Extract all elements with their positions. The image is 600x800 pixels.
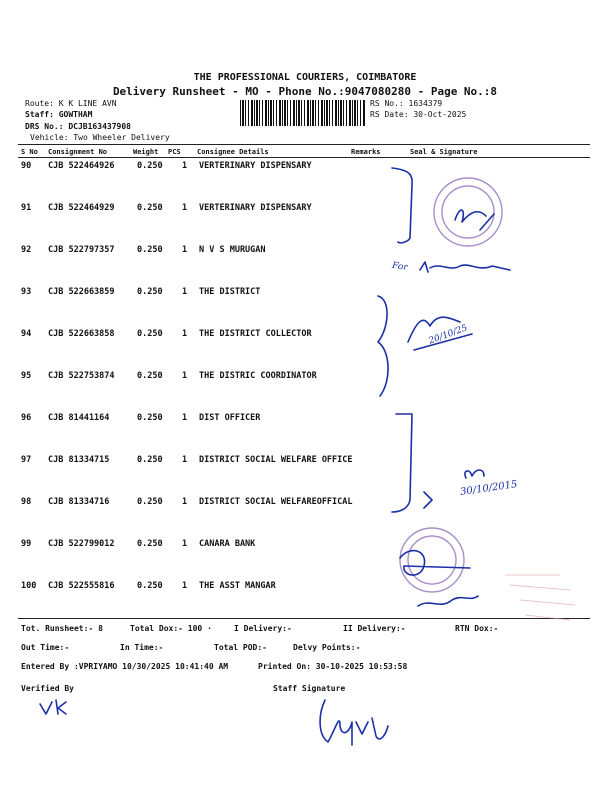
row-consignee: DISTRICT SOCIAL WELFAREOFFICAL <box>199 497 353 507</box>
signature-mark <box>418 596 478 606</box>
row-consignee: N V S MURUGAN <box>199 245 266 255</box>
row-sno: 93 <box>21 287 32 297</box>
row-consignee: CANARA BANK <box>199 539 256 549</box>
i-delivery: I Delivery:- <box>234 624 292 633</box>
row-sno: 98 <box>21 497 32 507</box>
row-consignee: THE DISTRICT <box>199 287 261 297</box>
vehicle-label: Vehicle: Two Wheeler Delivery <box>30 133 170 142</box>
col-pcs: PCS <box>168 148 181 156</box>
delvy-points: Delvy Points:- <box>293 643 361 652</box>
row-sno: 97 <box>21 455 32 465</box>
verified-by-label: Verified By <box>21 684 74 693</box>
row-pcs: 1 <box>182 413 188 423</box>
handwritten-note: For <box>391 260 409 274</box>
runsheet-subtitle: Delivery Runsheet - MO - Phone No.:9047080280 - Page No.:8 <box>112 85 498 98</box>
row-sno: 95 <box>21 371 32 381</box>
faint-stamp-text <box>505 575 575 620</box>
row-pcs: 1 <box>182 371 188 381</box>
row-consignee: VERTERINARY DISPENSARY <box>199 161 312 171</box>
total-runsheet: Tot. Runsheet:- 8 <box>21 624 103 633</box>
signature-mark <box>465 470 484 478</box>
row-consignment: CJB 522555816 <box>48 581 115 591</box>
drs-number: DRS No.: DCJB163437908 <box>25 122 131 131</box>
staff-signature-label: Staff Signature <box>273 684 346 693</box>
row-weight: 0.250 <box>137 203 163 213</box>
col-consignment: Consignment No <box>48 148 108 156</box>
row-pcs: 1 <box>182 245 188 255</box>
row-weight: 0.250 <box>137 497 163 507</box>
ii-delivery: II Delivery:- <box>343 624 406 633</box>
row-sno: 94 <box>21 329 32 339</box>
row-consignee: VERTERINARY DISPENSARY <box>199 203 312 213</box>
row-weight: 0.250 <box>137 413 163 423</box>
company-title: THE PROFESSIONAL COURIERS, COIMBATORE <box>193 72 417 83</box>
seal-stamp <box>400 528 464 592</box>
row-weight: 0.250 <box>137 455 163 465</box>
signature-mark <box>424 492 432 508</box>
signature-mark <box>455 210 494 230</box>
col-weight: Weight <box>133 148 159 156</box>
seal-stamp <box>434 178 502 246</box>
row-consignee: THE DISTRICT COLLECTOR <box>199 329 312 339</box>
row-consignment: CJB 522753874 <box>48 371 115 381</box>
row-consignment: CJB 81334715 <box>48 455 110 465</box>
row-weight: 0.250 <box>137 539 163 549</box>
bracket-mark <box>392 168 412 243</box>
in-time: In Time:- <box>120 643 164 652</box>
row-pcs: 1 <box>182 203 188 213</box>
total-dox: Total Dox:- 100 · <box>130 624 212 633</box>
row-sno: 96 <box>21 413 32 423</box>
row-pcs: 1 <box>182 455 188 465</box>
row-consignee: THE ASST MANGAR <box>199 581 276 591</box>
row-weight: 0.250 <box>137 581 163 591</box>
row-pcs: 1 <box>182 287 188 297</box>
bracket-mark <box>378 296 388 396</box>
row-consignment: CJB 522799012 <box>48 539 115 549</box>
row-consignment: CJB 522663858 <box>48 329 115 339</box>
row-sno: 100 <box>21 581 37 591</box>
row-weight: 0.250 <box>137 161 163 171</box>
row-sno: 99 <box>21 539 32 549</box>
printed-on: Printed On: 30-10-2025 10:53:58 <box>258 662 408 671</box>
row-consignment: CJB 522464926 <box>48 161 115 171</box>
row-pcs: 1 <box>182 329 188 339</box>
row-weight: 0.250 <box>137 245 163 255</box>
row-consignee: DISTRICT SOCIAL WELFARE OFFICE <box>199 455 353 465</box>
total-pod: Total POD:- <box>214 643 267 652</box>
rtn-dox: RTN Dox:- <box>455 624 499 633</box>
row-pcs: 1 <box>182 497 188 507</box>
col-seal-signature: Seal & Signature <box>410 148 478 156</box>
col-remarks: Remarks <box>351 148 381 156</box>
row-consignment: CJB 81441164 <box>48 413 110 423</box>
rs-date: RS Date: 30-Oct-2025 <box>370 110 467 119</box>
row-weight: 0.250 <box>137 329 163 339</box>
col-sno: S No <box>21 148 38 156</box>
out-time: Out Time:- <box>21 643 70 652</box>
row-sno: 91 <box>21 203 32 213</box>
row-consignee: DIST OFFICER <box>199 413 261 423</box>
row-consignment: CJB 522663859 <box>48 287 115 297</box>
row-consignment: CJB 522464929 <box>48 203 115 213</box>
route-label: Route: K K LINE AVN <box>25 99 117 108</box>
row-pcs: 1 <box>182 581 188 591</box>
row-consignee: THE DISTRIC COORDINATOR <box>199 371 317 381</box>
row-sno: 90 <box>21 161 32 171</box>
handwritten-date: 20/10/25 <box>427 323 469 347</box>
row-pcs: 1 <box>182 539 188 549</box>
row-consignment: CJB 81334716 <box>48 497 110 507</box>
staff-label: Staff: GOWTHAM <box>25 110 93 119</box>
col-consignee: Consignee Details <box>197 148 269 156</box>
row-weight: 0.250 <box>137 371 163 381</box>
row-weight: 0.250 <box>137 287 163 297</box>
staff-signature-mark <box>320 700 388 745</box>
row-sno: 92 <box>21 245 32 255</box>
rs-number: RS No.: 1634379 <box>370 99 443 108</box>
row-pcs: 1 <box>182 161 188 171</box>
row-consignment: CJB 522797357 <box>48 245 115 255</box>
bracket-mark <box>392 414 412 512</box>
entered-by: Entered By :VPRIYAMO 10/30/2025 10:41:40 AM <box>21 662 229 671</box>
handwritten-date: 30/10/2015 <box>459 479 519 498</box>
signature-mark <box>420 262 510 272</box>
